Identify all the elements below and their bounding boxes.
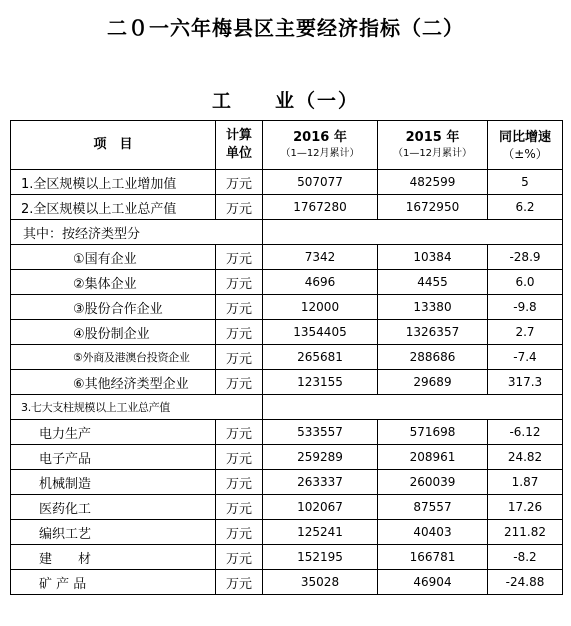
row-label: 2.全区规模以上工业总产值 [11, 195, 216, 220]
row-growth: -9.8 [488, 295, 563, 320]
row-value-2015: 208961 [378, 445, 488, 470]
section-subtitle: 工 业（一） [211, 90, 359, 112]
row-growth: 317.3 [488, 370, 563, 395]
row-label: 编织工艺 [11, 520, 216, 545]
row-value-2015: 40403 [378, 520, 488, 545]
row-value-2015: 4455 [378, 270, 488, 295]
row-unit: 万元 [216, 545, 263, 570]
row-value-2015: 1326357 [378, 320, 488, 345]
page-title: 二０一六年梅县区主要经济指标（二） [107, 16, 464, 40]
row-value-2016: 12000 [263, 295, 378, 320]
row-value-2015: 1672950 [378, 195, 488, 220]
row-label: 1.全区规模以上工业增加值 [11, 170, 216, 195]
row-growth: 2.7 [488, 320, 563, 345]
row-growth: 6.2 [488, 195, 563, 220]
table-row [11, 420, 563, 445]
table-row [11, 170, 563, 195]
row-value-2015: 571698 [378, 420, 488, 445]
row-label: 电力生产 [11, 420, 216, 445]
row-growth: -8.2 [488, 545, 563, 570]
table-row [11, 195, 563, 220]
table-row [11, 245, 563, 270]
row-label: ④股份制企业 [11, 320, 216, 345]
row-empty [263, 220, 563, 245]
row-value-2016: 35028 [263, 570, 378, 595]
table-row [11, 470, 563, 495]
row-value-2016: 123155 [263, 370, 378, 395]
row-unit: 万元 [216, 170, 263, 195]
row-unit: 万元 [216, 445, 263, 470]
table-row [11, 370, 563, 395]
row-growth: -7.4 [488, 345, 563, 370]
row-value-2016: 533557 [263, 420, 378, 445]
row-value-2015: 482599 [378, 170, 488, 195]
header-unit: 计算 单位 [216, 121, 263, 170]
row-value-2016: 4696 [263, 270, 378, 295]
row-growth: -24.88 [488, 570, 563, 595]
row-label: 3.七大支柱规模以上工业总产值 [11, 395, 263, 420]
table-row [11, 545, 563, 570]
row-value-2016: 125241 [263, 520, 378, 545]
row-unit: 万元 [216, 345, 263, 370]
row-unit: 万元 [216, 420, 263, 445]
row-value-2015: 46904 [378, 570, 488, 595]
row-value-2016: 7342 [263, 245, 378, 270]
row-growth: 24.82 [488, 445, 563, 470]
row-label: 机械制造 [11, 470, 216, 495]
header-2015: 2015 年 （1—12月累计） [378, 121, 488, 170]
header-growth: 同比增速 （±%） [488, 121, 563, 170]
row-value-2016: 507077 [263, 170, 378, 195]
row-growth: 211.82 [488, 520, 563, 545]
table-row [11, 495, 563, 520]
row-label: 矿 产 品 [11, 570, 216, 595]
row-label: 其中：按经济类型分 [11, 220, 263, 245]
row-label: ③股份合作企业 [11, 295, 216, 320]
header-item: 项 目 [11, 121, 216, 170]
row-label: 电子产品 [11, 445, 216, 470]
row-unit: 万元 [216, 570, 263, 595]
row-value-2015: 13380 [378, 295, 488, 320]
table-row [11, 220, 563, 245]
row-label: ①国有企业 [11, 245, 216, 270]
row-label: 医药化工 [11, 495, 216, 520]
row-value-2016: 152195 [263, 545, 378, 570]
table-row [11, 520, 563, 545]
row-growth: -6.12 [488, 420, 563, 445]
table-row [11, 345, 563, 370]
row-empty [263, 395, 563, 420]
row-label: 建 材 [11, 545, 216, 570]
row-growth: -28.9 [488, 245, 563, 270]
row-value-2016: 259289 [263, 445, 378, 470]
row-label: ⑤外商及港澳台投资企业 [11, 345, 216, 370]
row-unit: 万元 [216, 195, 263, 220]
row-value-2015: 166781 [378, 545, 488, 570]
table-row [11, 570, 563, 595]
header-2016: 2016 年 （1—12月累计） [263, 121, 378, 170]
row-value-2015: 288686 [378, 345, 488, 370]
row-unit: 万元 [216, 370, 263, 395]
row-unit: 万元 [216, 245, 263, 270]
table-row [11, 320, 563, 345]
row-label: ②集体企业 [11, 270, 216, 295]
row-growth: 6.0 [488, 270, 563, 295]
row-value-2015: 29689 [378, 370, 488, 395]
row-growth: 1.87 [488, 470, 563, 495]
row-unit: 万元 [216, 470, 263, 495]
row-label: ⑥其他经济类型企业 [11, 370, 216, 395]
indicator-table [10, 120, 563, 595]
row-unit: 万元 [216, 295, 263, 320]
table-row [11, 295, 563, 320]
row-value-2016: 1767280 [263, 195, 378, 220]
row-unit: 万元 [216, 495, 263, 520]
row-growth: 17.26 [488, 495, 563, 520]
table-row [11, 270, 563, 295]
row-value-2015: 260039 [378, 470, 488, 495]
row-value-2016: 265681 [263, 345, 378, 370]
row-value-2015: 87557 [378, 495, 488, 520]
row-value-2016: 1354405 [263, 320, 378, 345]
table-row [11, 445, 563, 470]
row-unit: 万元 [216, 270, 263, 295]
row-value-2016: 102067 [263, 495, 378, 520]
row-value-2016: 263337 [263, 470, 378, 495]
row-unit: 万元 [216, 320, 263, 345]
table-row [11, 395, 563, 420]
row-value-2015: 10384 [378, 245, 488, 270]
table-header-row [11, 121, 563, 170]
row-unit: 万元 [216, 520, 263, 545]
row-growth: 5 [488, 170, 563, 195]
